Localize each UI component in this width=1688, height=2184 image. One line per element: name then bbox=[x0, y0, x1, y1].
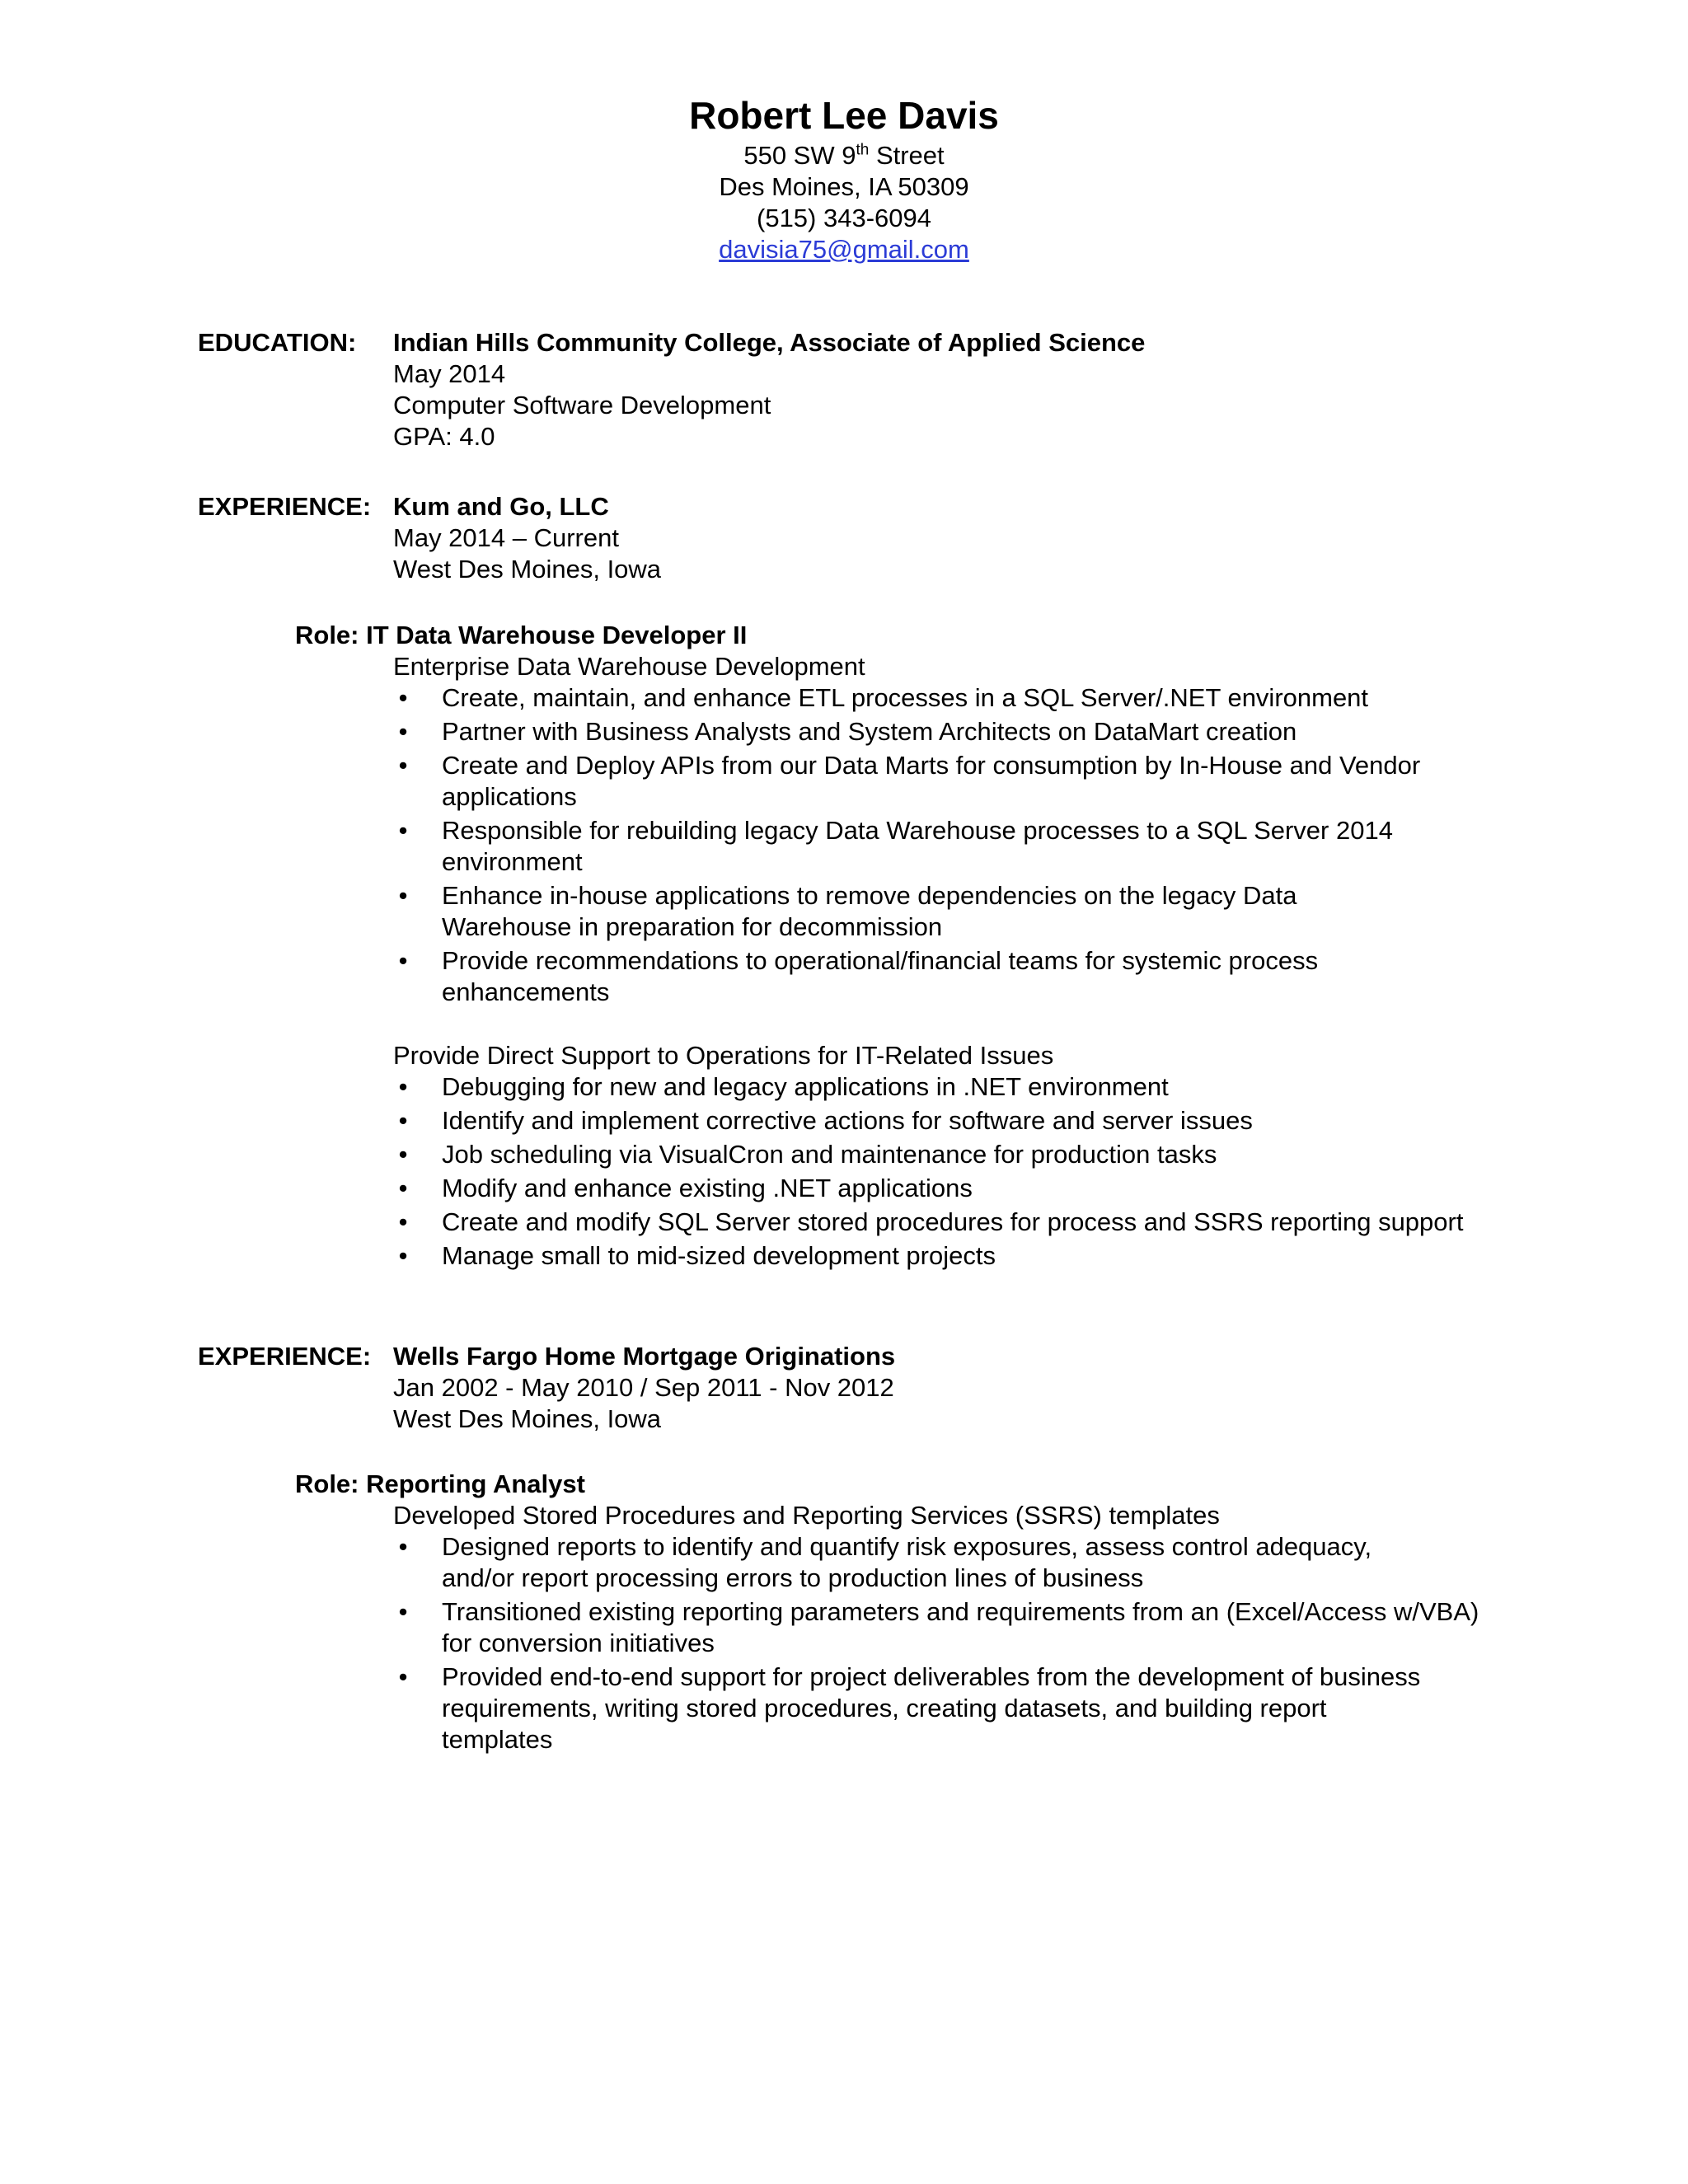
group-title: Enterprise Data Warehouse Development bbox=[393, 652, 865, 681]
bullet-icon: • bbox=[398, 1532, 408, 1561]
bullet-icon: • bbox=[398, 751, 408, 780]
bullet-icon: • bbox=[398, 1662, 408, 1691]
list-item: • Create and modify SQL Server stored procedures for process and SSRS reporting support bbox=[393, 1207, 1481, 1238]
role-group-support bbox=[393, 1040, 1481, 1274]
list-item: • Enhance in-house applications to remove dependencies on the legacy Data Warehouse in preparation for decommission bbox=[393, 880, 1481, 943]
employment-location: West Des Moines, Iowa bbox=[393, 1404, 662, 1433]
list-item: • Provided end-to-end support for project deliverables from the development of business requirements, writing stored procedures, creating datasets, and building report templates bbox=[393, 1661, 1481, 1755]
bullet-icon: • bbox=[398, 1140, 408, 1169]
role-group-edw bbox=[393, 651, 1481, 1010]
bullet-icon: • bbox=[398, 816, 408, 845]
bullet-icon: • bbox=[398, 1241, 408, 1270]
list-item: • Debugging for new and legacy applications in .NET environment bbox=[393, 1071, 1481, 1103]
employment-dates: Jan 2002 - May 2010 / Sep 2011 - Nov 2012 bbox=[393, 1373, 894, 1402]
education-school: Indian Hills Community College, Associate of Applied Science bbox=[393, 328, 1146, 357]
list-item: • Transitioned existing reporting parameters and requirements from an (Excel/Access w/VBA) for conversion initiatives bbox=[393, 1596, 1481, 1659]
education-date: May 2014 bbox=[393, 359, 506, 388]
bullet-icon: • bbox=[398, 1597, 408, 1626]
candidate-name: Robert Lee Davis bbox=[689, 94, 999, 137]
phone-number: (515) 343-6094 bbox=[757, 204, 931, 232]
education-label: EDUCATION: bbox=[198, 328, 357, 357]
bullet-icon: • bbox=[398, 683, 408, 712]
role-title: Role: IT Data Warehouse Developer II bbox=[295, 621, 748, 649]
list-item: • Partner with Business Analysts and System Architects on DataMart creation bbox=[393, 716, 1481, 748]
group-title: Developed Stored Procedures and Reporting Services (SSRS) templates bbox=[393, 1501, 1220, 1530]
experience-label: EXPERIENCE: bbox=[198, 1342, 372, 1371]
bullet-icon: • bbox=[398, 881, 408, 910]
employment-location: West Des Moines, Iowa bbox=[393, 555, 662, 583]
address-line-1: 550 SW 9th Street bbox=[743, 141, 945, 170]
address-line-2: Des Moines, IA 50309 bbox=[719, 172, 969, 201]
education-gpa: GPA: 4.0 bbox=[393, 422, 495, 451]
bullet-list bbox=[393, 1071, 1481, 1272]
bullet-icon: • bbox=[398, 717, 408, 746]
bullet-icon: • bbox=[398, 1174, 408, 1202]
company-name: Wells Fargo Home Mortgage Originations bbox=[393, 1342, 896, 1371]
list-item: • Modify and enhance existing .NET applications bbox=[393, 1173, 1481, 1204]
list-item: • Provide recommendations to operational/financial teams for systemic process enhancements bbox=[393, 945, 1481, 1008]
bullet-icon: • bbox=[398, 1207, 408, 1236]
list-item: • Job scheduling via VisualCron and maintenance for production tasks bbox=[393, 1139, 1481, 1170]
list-item: • Manage small to mid-sized development projects bbox=[393, 1240, 1481, 1272]
list-item: • Responsible for rebuilding legacy Data Warehouse processes to a SQL Server 2014 environment bbox=[393, 815, 1481, 878]
company-name: Kum and Go, LLC bbox=[393, 492, 609, 521]
bullet-icon: • bbox=[398, 946, 408, 975]
email-link[interactable]: davisia75@gmail.com bbox=[719, 235, 969, 264]
group-title: Provide Direct Support to Operations for IT-Related Issues bbox=[393, 1041, 1054, 1070]
resume-header bbox=[0, 92, 1688, 265]
bullet-list bbox=[393, 682, 1481, 1008]
bullet-list bbox=[393, 1531, 1481, 1755]
bullet-icon: • bbox=[398, 1106, 408, 1135]
list-item: • Create, maintain, and enhance ETL processes in a SQL Server/.NET environment bbox=[393, 682, 1481, 714]
role-group-reporting bbox=[393, 1500, 1481, 1758]
education-program: Computer Software Development bbox=[393, 391, 771, 419]
list-item: • Designed reports to identify and quantify risk exposures, assess control adequacy, and/or report processing errors to production lines of business bbox=[393, 1531, 1481, 1594]
experience-label: EXPERIENCE: bbox=[198, 492, 372, 521]
employment-dates: May 2014 – Current bbox=[393, 523, 619, 552]
bullet-icon: • bbox=[398, 1072, 408, 1101]
list-item: • Identify and implement corrective actions for software and server issues bbox=[393, 1105, 1481, 1137]
role-title: Role: Reporting Analyst bbox=[295, 1469, 585, 1498]
list-item: • Create and Deploy APIs from our Data Marts for consumption by In-House and Vendor applications bbox=[393, 750, 1481, 813]
